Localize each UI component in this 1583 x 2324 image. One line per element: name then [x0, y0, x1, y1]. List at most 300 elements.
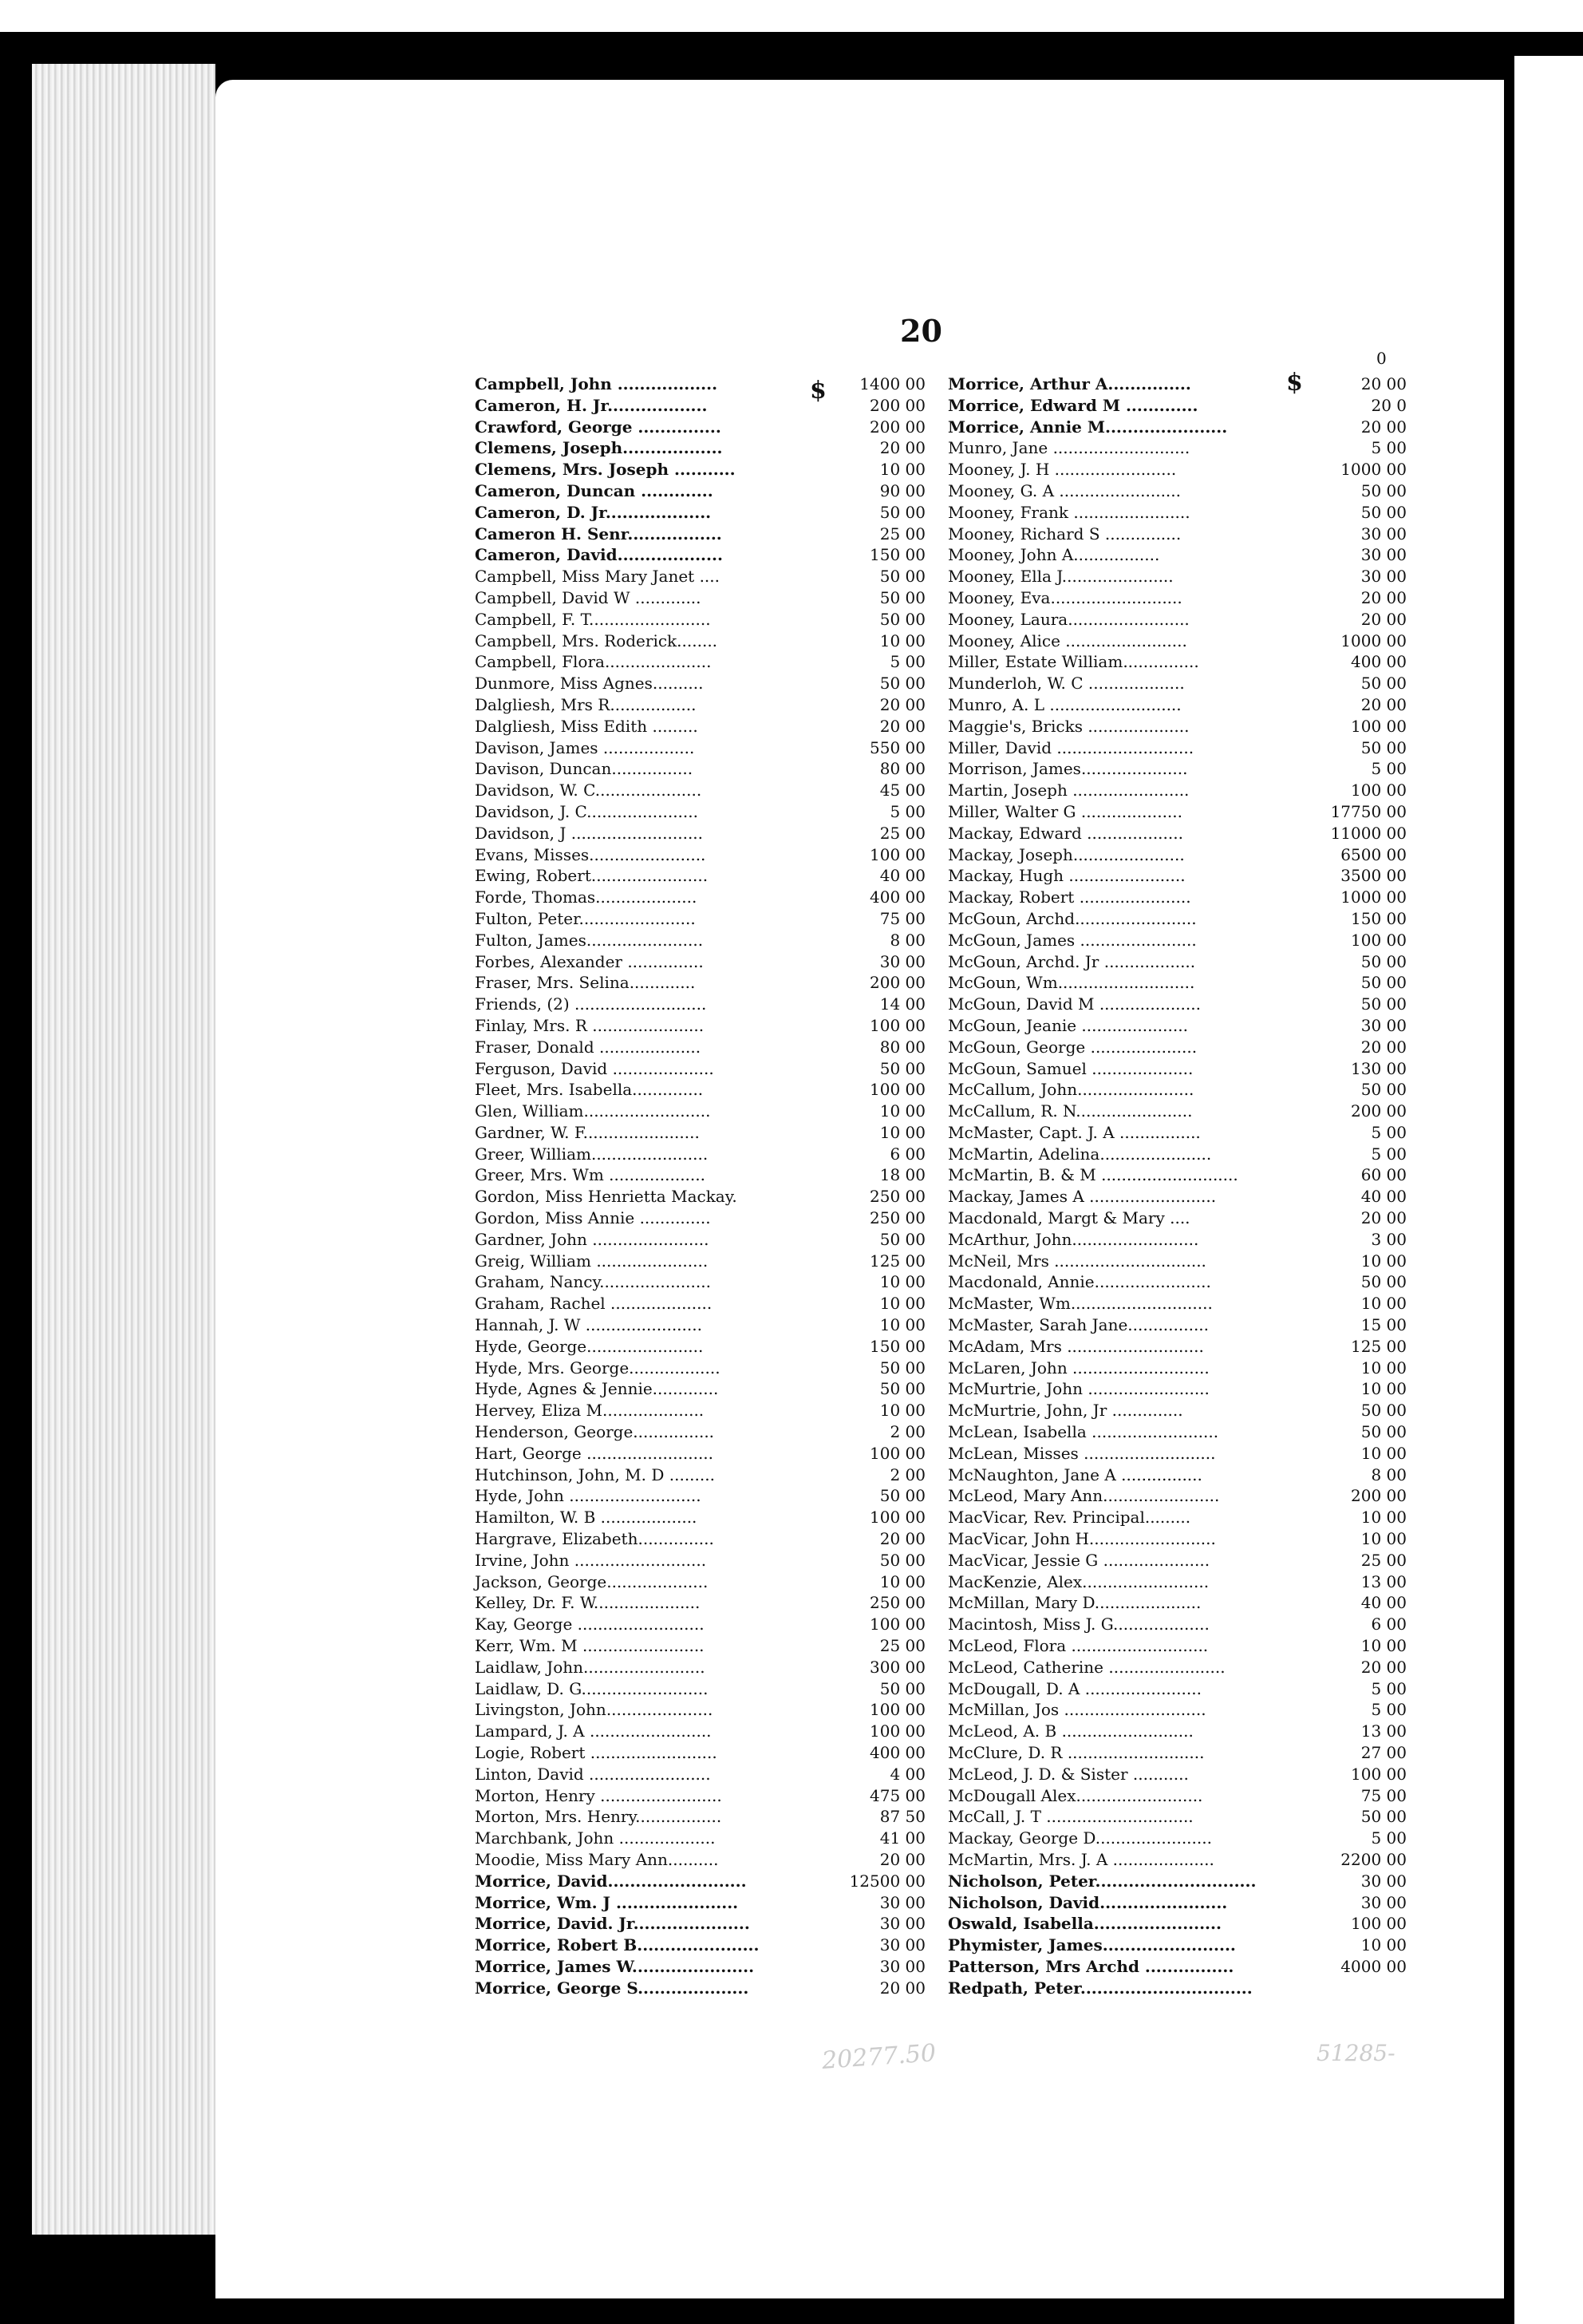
subscription-amount: 27 00 [1360, 1743, 1407, 1762]
list-item [948, 1678, 1474, 1700]
list-item [948, 1037, 1474, 1058]
subscription-amount: 10 00 [1360, 1251, 1407, 1271]
list-item [948, 1592, 1474, 1614]
subscription-amount: 11000 00 [1330, 823, 1407, 843]
subscriber-name: McAdam, Mrs ........................... [948, 1336, 1204, 1356]
subscriber-name: McGoun, James ....................... [948, 930, 1197, 950]
list-item [475, 1699, 938, 1721]
list-item [475, 1785, 938, 1807]
list-item [475, 437, 938, 459]
subscriber-name: Fraser, Donald .................... [475, 1037, 701, 1057]
list-item [948, 1721, 1474, 1742]
subscription-amount: 20 00 [1360, 1208, 1407, 1228]
list-item [475, 1079, 938, 1101]
subscription-amount: 15 00 [1360, 1315, 1407, 1335]
subscription-amount: 100 00 [1351, 1764, 1407, 1784]
list-item [475, 1849, 938, 1871]
subscriber-name: Morrice, David. Jr..................... [475, 1914, 750, 1934]
list-item [475, 1207, 938, 1229]
subscription-amount: 30 00 [879, 1935, 926, 1955]
list-item [475, 1058, 938, 1080]
subscription-amount: 50 00 [879, 674, 926, 694]
subscription-amount: 200 00 [1351, 1101, 1407, 1121]
subscription-amount: 50 00 [1360, 1080, 1407, 1100]
subscription-amount: 41 00 [879, 1828, 926, 1848]
subscription-amount: 100 00 [870, 1700, 926, 1720]
subscription-amount: 20 00 [1360, 1657, 1407, 1677]
subscriber-name: Mackay, Joseph...................... [948, 844, 1185, 864]
list-item [948, 780, 1474, 801]
subscriber-name: Munderloh, W. C ................... [948, 674, 1185, 694]
list-item [475, 1742, 938, 1764]
list-item [475, 780, 938, 801]
subscriber-name: McDougall Alex......................... [948, 1785, 1203, 1805]
subscriber-name: McMartin, Mrs. J. A .................... [948, 1849, 1214, 1869]
subscription-amount: 250 00 [870, 1208, 926, 1228]
subscription-amount: 50 00 [1360, 1807, 1407, 1827]
list-item [475, 1614, 938, 1635]
subscription-amount: 125 00 [1351, 1336, 1407, 1356]
list-item [948, 673, 1474, 694]
subscription-amount: 400 00 [870, 887, 926, 907]
list-item [948, 758, 1474, 780]
list-item [948, 1015, 1474, 1037]
list-item [475, 480, 938, 502]
subscription-amount: 130 00 [1351, 1058, 1407, 1078]
list-item [948, 524, 1474, 545]
subscriber-name: Hargrave, Elizabeth............... [475, 1529, 714, 1549]
subscription-amount: 50 00 [879, 1058, 926, 1078]
list-item [948, 1828, 1474, 1849]
list-item [475, 887, 938, 908]
subscriber-name: McMillan, Mary D..................... [948, 1593, 1202, 1613]
list-item [475, 1550, 938, 1571]
list-item [475, 951, 938, 973]
subscription-amount: 10 00 [1360, 1443, 1407, 1463]
subscription-amount: 18 00 [879, 1165, 926, 1185]
list-item [948, 1956, 1474, 1978]
list-item [475, 801, 938, 823]
list-item [948, 865, 1474, 887]
subscription-amount: 1000 00 [1340, 630, 1407, 650]
subscription-amount: 50 00 [879, 587, 926, 607]
subscription-amount: 200 00 [870, 973, 926, 993]
subscriber-name: Munro, A. L .......................... [948, 694, 1182, 714]
list-item [948, 1614, 1474, 1635]
subscriber-name: MacKenzie, Alex......................... [948, 1571, 1210, 1591]
list-item [475, 1871, 938, 1892]
subscriber-name: McGoun, Jeanie ..................... [948, 1015, 1188, 1035]
subscription-amount: 10 00 [879, 1122, 926, 1142]
list-item [475, 1978, 938, 1999]
subscription-amount: 50 00 [1360, 1422, 1407, 1442]
subscription-amount: 30 00 [879, 951, 926, 971]
subscription-amount: 50 00 [879, 1486, 926, 1506]
subscription-amount: 17750 00 [1330, 801, 1407, 821]
subscriber-name: McMurtrie, John, Jr .............. [948, 1401, 1183, 1421]
list-item [948, 1978, 1474, 1999]
subscriber-name: Graham, Nancy...................... [475, 1272, 711, 1292]
subscriber-name: Dalgliesh, Miss Edith ......... [475, 716, 698, 736]
subscription-amount: 5 00 [890, 801, 926, 821]
subscriber-name: Mooney, John A................. [948, 545, 1160, 565]
list-item [475, 1806, 938, 1828]
subscriber-name: Greer, Mrs. Wm ................... [475, 1165, 705, 1185]
subscription-amount: 100 00 [870, 1508, 926, 1528]
list-item [948, 972, 1474, 994]
subscription-amount: 45 00 [879, 781, 926, 800]
list-item [948, 1806, 1474, 1828]
subscriber-name: MacVicar, Jessie G ..................... [948, 1550, 1210, 1570]
list-item [475, 1314, 938, 1336]
subscription-amount: 8 00 [890, 930, 926, 950]
list-item [475, 994, 938, 1015]
subscription-amount: 250 00 [870, 1593, 926, 1613]
subscription-amount: 200 00 [870, 417, 926, 437]
subscriber-name: Cameron, Duncan ............. [475, 480, 713, 500]
list-item [475, 1528, 938, 1550]
list-item [475, 1251, 938, 1272]
subscriber-name: Hamilton, W. B ................... [475, 1508, 697, 1528]
subscriber-name: McLeod, J. D. & Sister ........... [948, 1764, 1189, 1784]
subscriber-name: McGoun, David M .................... [948, 994, 1201, 1014]
subscriber-name: Martin, Joseph ....................... [948, 781, 1190, 800]
subscription-amount: 10 00 [879, 1315, 926, 1335]
list-item [948, 694, 1474, 716]
subscriber-name: Campbell, John .................. [475, 374, 718, 393]
subscriber-name: MacVicar, Rev. Principal......... [948, 1508, 1191, 1528]
list-item [948, 502, 1474, 524]
subscriber-name: Patterson, Mrs Archd ................ [948, 1956, 1234, 1976]
handwritten-corner-total: 51285- [1317, 2040, 1395, 2066]
facing-page-edge [1514, 56, 1583, 2324]
subscription-amount: 50 00 [1360, 1401, 1407, 1421]
subscriber-name: Macintosh, Miss J. G................... [948, 1615, 1210, 1634]
subscription-amount: 30 00 [1360, 1892, 1407, 1912]
subscription-amount: 10 00 [1360, 1294, 1407, 1314]
subscriber-name: Cameron, D. Jr................... [475, 502, 712, 522]
left-subscriber-column [475, 374, 938, 1999]
subscription-amount: 10 00 [1360, 1508, 1407, 1528]
subscriber-name: McGoun, Samuel .................... [948, 1058, 1194, 1078]
subscription-amount: 25 00 [879, 524, 926, 543]
subscriber-name: Davidson, J. C...................... [475, 801, 698, 821]
list-item [475, 694, 938, 716]
subscriber-name: McLeod, A. B .......................... [948, 1721, 1194, 1741]
subscription-amount: 200 00 [1351, 1486, 1407, 1506]
subscription-amount: 100 00 [1351, 781, 1407, 800]
subscriber-name: Morrice, Annie M...................... [948, 417, 1228, 437]
subscription-amount: 10 00 [879, 630, 926, 650]
subscription-amount: 20 00 [1360, 587, 1407, 607]
subscriber-name: Morrison, James..................... [948, 759, 1188, 779]
subscription-amount: 100 00 [870, 1615, 926, 1634]
list-item [948, 801, 1474, 823]
subscriber-name: Greig, William ...................... [475, 1251, 709, 1271]
subscription-amount: 100 00 [870, 1443, 926, 1463]
subscriber-name: Cameron, David................... [475, 545, 723, 565]
subscription-amount: 40 00 [1360, 1593, 1407, 1613]
subscription-amount: 10 00 [879, 1272, 926, 1292]
subscriber-name: Hyde, Agnes & Jennie............. [475, 1379, 719, 1399]
list-item [948, 1164, 1474, 1186]
subscription-amount: 100 00 [1351, 930, 1407, 950]
subscription-amount: 14 00 [879, 994, 926, 1014]
list-item [948, 1378, 1474, 1400]
subscriber-name: Hyde, Mrs. George.................. [475, 1358, 720, 1377]
subscription-amount: 90 00 [879, 480, 926, 500]
list-item [475, 609, 938, 630]
subscriber-name: Mooney, J. H ........................ [948, 460, 1177, 480]
subscription-amount: 20 00 [879, 1529, 926, 1549]
list-item [475, 1037, 938, 1058]
currency-symbol-right: $ [1286, 369, 1303, 397]
subscriber-name: McMurtrie, John ........................ [948, 1379, 1210, 1399]
subscriber-name: Macdonald, Margt & Mary .... [948, 1208, 1190, 1228]
list-item [948, 1849, 1474, 1871]
subscriber-name: Campbell, Flora..................... [475, 652, 712, 672]
subscriber-name: McLean, Misses .......................... [948, 1443, 1216, 1463]
subscriber-name: Dunmore, Miss Agnes.......... [475, 674, 704, 694]
list-item [475, 972, 938, 994]
subscriber-name: Livingston, John..................... [475, 1700, 713, 1720]
subscriber-name: Marchbank, John ................... [475, 1828, 716, 1848]
list-item [475, 823, 938, 844]
subscriber-name: Hervey, Eliza M.................... [475, 1401, 705, 1421]
subscriber-name: Morrice, George S.................... [475, 1978, 749, 1998]
subscriber-name: Davison, James .................. [475, 737, 695, 757]
subscriber-name: Davidson, J .......................... [475, 823, 704, 843]
subscription-amount: 5 00 [1371, 759, 1407, 779]
list-item [475, 1144, 938, 1165]
subscription-amount: 2200 00 [1340, 1849, 1407, 1869]
list-item [475, 1935, 938, 1956]
list-item [475, 673, 938, 694]
list-item [475, 544, 938, 566]
subscriber-name: McMaster, Wm............................ [948, 1294, 1213, 1314]
list-item [475, 737, 938, 759]
subscriber-name: McCallum, R. N....................... [948, 1101, 1193, 1121]
subscription-amount: 2 00 [890, 1422, 926, 1442]
list-item [475, 1678, 938, 1700]
subscription-amount: 4000 00 [1340, 1956, 1407, 1976]
subscriber-name: Clemens, Mrs. Joseph ........... [475, 460, 736, 480]
list-item [475, 1635, 938, 1657]
subscriber-name: Glen, William......................... [475, 1101, 711, 1121]
subscription-amount: 40 00 [879, 866, 926, 886]
subscriber-name: Logie, Robert ......................... [475, 1743, 717, 1762]
subscription-amount: 8 00 [1371, 1464, 1407, 1484]
subscriber-name: Dalgliesh, Mrs R................. [475, 694, 697, 714]
list-item [948, 437, 1474, 459]
subscription-amount: 50 00 [879, 609, 926, 629]
subscription-amount: 50 00 [879, 567, 926, 587]
list-item [475, 1828, 938, 1849]
list-item [475, 1913, 938, 1935]
list-item [475, 374, 938, 395]
subscriber-name: Forde, Thomas.................... [475, 887, 697, 907]
subscription-amount: 10 00 [1360, 1379, 1407, 1399]
list-item [948, 587, 1474, 609]
subscription-amount: 60 00 [1360, 1165, 1407, 1185]
list-item [475, 1464, 938, 1486]
list-item [948, 737, 1474, 759]
list-item [948, 1443, 1474, 1464]
list-item [948, 1742, 1474, 1764]
subscriber-name: Redpath, Peter............................... [948, 1978, 1253, 1998]
subscription-amount: 75 00 [879, 908, 926, 928]
list-item [475, 1443, 938, 1464]
handwritten-total: 20277.50 [820, 2039, 938, 2075]
list-item [475, 716, 938, 737]
list-item [948, 459, 1474, 480]
subscription-amount: 5 00 [890, 652, 926, 672]
subscriber-name: McNeil, Mrs .............................. [948, 1251, 1206, 1271]
subscriber-name: McCall, J. T ............................. [948, 1807, 1194, 1827]
subscriber-name: McMartin, Adelina...................... [948, 1144, 1212, 1164]
subscription-amount: 100 00 [870, 844, 926, 864]
subscription-amount: 5 00 [1371, 1700, 1407, 1720]
subscription-amount: 50 00 [879, 1358, 926, 1377]
list-item [948, 1913, 1474, 1935]
subscriber-name: McGoun, Archd. Jr .................. [948, 951, 1196, 971]
subscriber-name: Laidlaw, John........................ [475, 1657, 705, 1677]
subscription-amount: 5 00 [1371, 1678, 1407, 1698]
subscriber-name: Cameron, H. Jr.................. [475, 395, 708, 415]
subscription-amount: 5 00 [1371, 438, 1407, 458]
subscriber-name: McGoun, George ..................... [948, 1037, 1198, 1057]
list-item [948, 1271, 1474, 1293]
list-item [948, 1293, 1474, 1314]
subscriber-name: Miller, Estate William............... [948, 652, 1199, 672]
subscription-amount: 5 00 [1371, 1828, 1407, 1848]
list-item [948, 1122, 1474, 1144]
subscriber-name: Friends, (2) .......................... [475, 994, 707, 1014]
subscriber-name: McGoun, Wm........................... [948, 973, 1195, 993]
subscription-amount: 25 00 [879, 1636, 926, 1656]
list-item [948, 1935, 1474, 1956]
list-item [948, 1657, 1474, 1678]
list-item [948, 1635, 1474, 1657]
list-item [475, 417, 938, 438]
list-item [948, 1144, 1474, 1165]
list-item [948, 1186, 1474, 1207]
subscription-amount: 50 00 [879, 1379, 926, 1399]
list-item [475, 844, 938, 866]
subscription-amount: 50 00 [1360, 973, 1407, 993]
subscriber-name: Henderson, George................ [475, 1422, 715, 1442]
list-item [948, 1464, 1474, 1486]
subscription-amount: 30 00 [1360, 1871, 1407, 1891]
subscription-amount: 50 00 [1360, 674, 1407, 694]
subscription-amount: 3500 00 [1340, 866, 1407, 886]
subscription-amount: 50 00 [879, 1678, 926, 1698]
subscriber-name: Mackay, Robert ...................... [948, 887, 1191, 907]
subscription-amount: 1000 00 [1340, 460, 1407, 480]
subscriber-name: Gordon, Miss Annie .............. [475, 1208, 711, 1228]
subscriber-name: Munro, Jane ........................... [948, 438, 1190, 458]
scan-top-strip [0, 0, 1583, 32]
subscription-amount: 2 00 [890, 1464, 926, 1484]
subscription-amount: 250 00 [870, 1187, 926, 1207]
subscription-amount: 20 00 [879, 438, 926, 458]
list-item [475, 1956, 938, 1978]
subscriber-name: Nicholson, David....................... [948, 1892, 1228, 1912]
subscriber-name: Greer, William....................... [475, 1144, 709, 1164]
subscriber-name: Gardner, W. F....................... [475, 1122, 700, 1142]
list-item [948, 1079, 1474, 1101]
list-item [948, 1764, 1474, 1785]
list-item [948, 1400, 1474, 1421]
subscription-amount: 10 00 [1360, 1935, 1407, 1955]
list-item [948, 716, 1474, 737]
subscriber-name: Campbell, Mrs. Roderick........ [475, 630, 718, 650]
subscription-amount: 75 00 [1360, 1785, 1407, 1805]
subscriber-name: McNaughton, Jane A ................ [948, 1464, 1202, 1484]
subscriber-name: Macdonald, Annie....................... [948, 1272, 1211, 1292]
list-item [948, 951, 1474, 973]
subscription-amount: 5 00 [1371, 1144, 1407, 1164]
subscription-amount: 10 00 [879, 1294, 926, 1314]
subscription-amount: 13 00 [1360, 1571, 1407, 1591]
subscriber-name: McCallum, John....................... [948, 1080, 1194, 1100]
subscriber-name: Mooney, Alice ........................ [948, 630, 1187, 650]
subscription-amount: 10 00 [1360, 1636, 1407, 1656]
subscription-amount: 10 00 [879, 1101, 926, 1121]
list-item [475, 1721, 938, 1742]
list-item [475, 930, 938, 951]
subscriber-name: Jackson, George.................... [475, 1571, 709, 1591]
list-item [475, 651, 938, 673]
subscriber-name: McGoun, Archd........................ [948, 908, 1197, 928]
subscription-amount: 12500 00 [849, 1871, 926, 1891]
subscription-amount: 87 50 [879, 1807, 926, 1827]
list-item [948, 609, 1474, 630]
subscriber-name: Davison, Duncan................ [475, 759, 693, 779]
list-item [475, 1015, 938, 1037]
list-item [948, 1550, 1474, 1571]
subscription-amount: 20 0 [1371, 395, 1407, 415]
subscription-amount: 25 00 [1360, 1550, 1407, 1570]
subscription-amount: 10 00 [879, 460, 926, 480]
subscriber-name: Morrice, Wm. J ...................... [475, 1892, 739, 1912]
subscriber-name: Crawford, George ............... [475, 417, 721, 437]
list-item [475, 1358, 938, 1379]
list-item [475, 1592, 938, 1614]
subscriber-name: Mooney, Laura........................ [948, 609, 1190, 629]
subscription-amount: 20 00 [1360, 1037, 1407, 1057]
subscriber-name: Evans, Misses....................... [475, 844, 706, 864]
list-item [475, 908, 938, 930]
subscriber-name: Morton, Mrs. Henry................. [475, 1807, 722, 1827]
subscription-amount: 150 00 [1351, 908, 1407, 928]
subscription-amount: 150 00 [870, 545, 926, 565]
subscriber-name: Lampard, J. A ........................ [475, 1721, 712, 1741]
subscription-amount: 475 00 [870, 1785, 926, 1805]
subscriber-name: Maggie's, Bricks .................... [948, 716, 1190, 736]
subscription-amount: 10 00 [879, 1401, 926, 1421]
list-item [475, 758, 938, 780]
subscription-amount: 13 00 [1360, 1721, 1407, 1741]
subscriber-name: Fulton, James....................... [475, 930, 704, 950]
subscription-amount: 50 00 [1360, 502, 1407, 522]
list-item [948, 994, 1474, 1015]
list-item [948, 930, 1474, 951]
list-item [475, 459, 938, 480]
list-item [475, 1571, 938, 1593]
list-item [948, 1358, 1474, 1379]
subscription-amount: 30 00 [879, 1892, 926, 1912]
